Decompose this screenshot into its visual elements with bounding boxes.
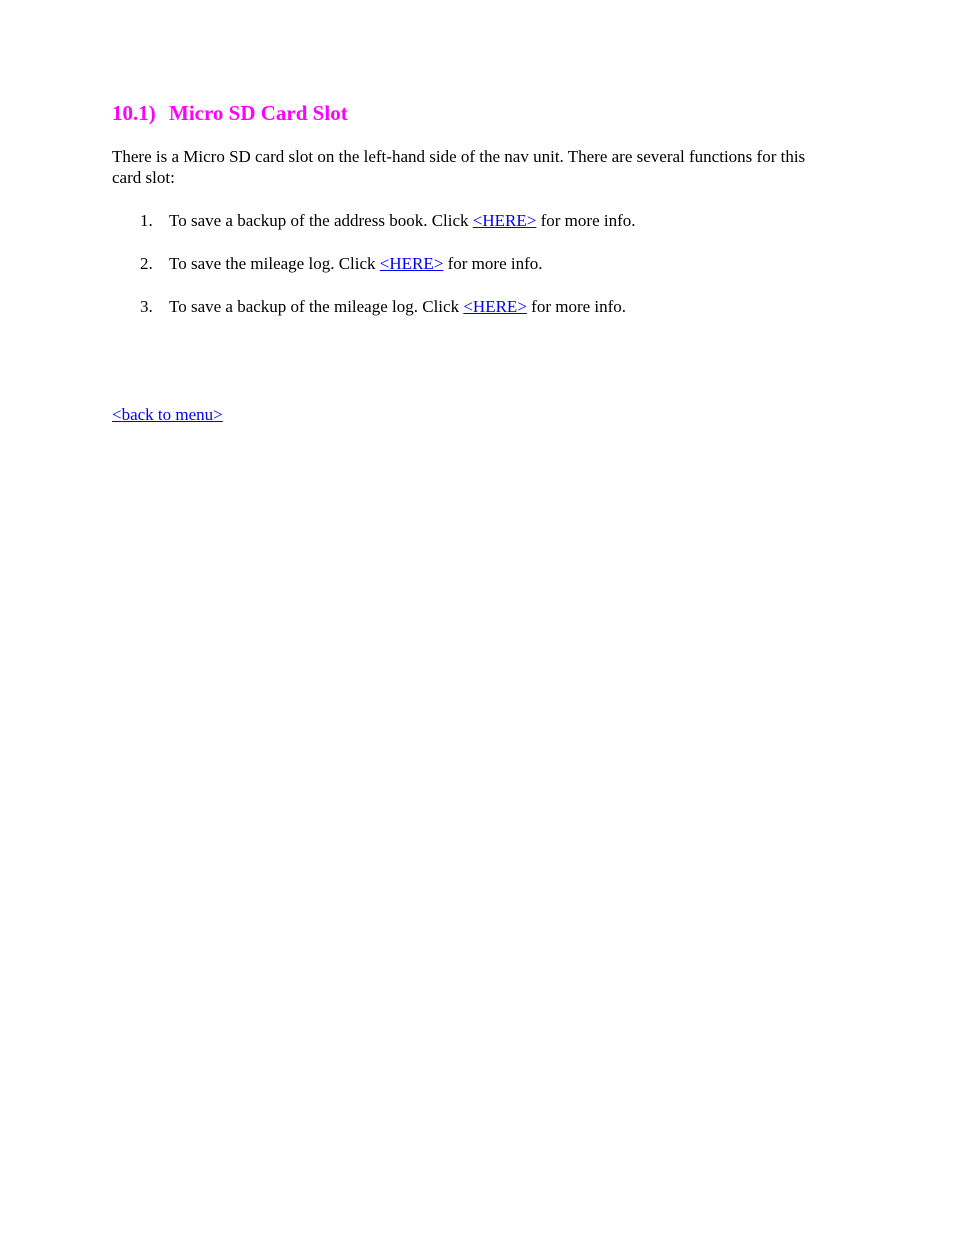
list-item-text-after: for more info.: [536, 211, 636, 230]
section-number: 10.1): [112, 101, 156, 125]
mileage-log-backup-info-link[interactable]: <HERE>: [463, 297, 527, 316]
address-book-backup-info-link[interactable]: <HERE>: [472, 211, 537, 230]
list-item-text: To save a backup of the mileage log. Click: [169, 297, 464, 316]
section-title: Micro SD Card Slot: [169, 101, 348, 125]
mileage-log-info-link[interactable]: <HERE>: [379, 254, 444, 273]
list-marker: 1.: [140, 211, 153, 230]
list-marker: 3.: [140, 297, 153, 316]
back-to-menu-link[interactable]: <back to menu>: [112, 405, 223, 424]
intro-paragraph: There is a Micro SD card slot on the left-hand side of the nav unit. There are several functions for this card slot:: [112, 147, 806, 187]
list-marker: 2.: [140, 254, 153, 273]
list-item-text: To save a backup of the address book. Click: [169, 211, 473, 230]
function-list: [112, 210, 636, 339]
section-heading: [112, 100, 348, 126]
list-item-text-after: for more info.: [526, 297, 627, 316]
list-item: [112, 296, 636, 339]
back-link-row: [112, 404, 223, 426]
list-item: [112, 253, 636, 296]
list-item-text-after: for more info.: [443, 254, 543, 273]
list-item-text: To save the mileage log. Click: [169, 254, 380, 273]
list-item: [112, 210, 636, 253]
